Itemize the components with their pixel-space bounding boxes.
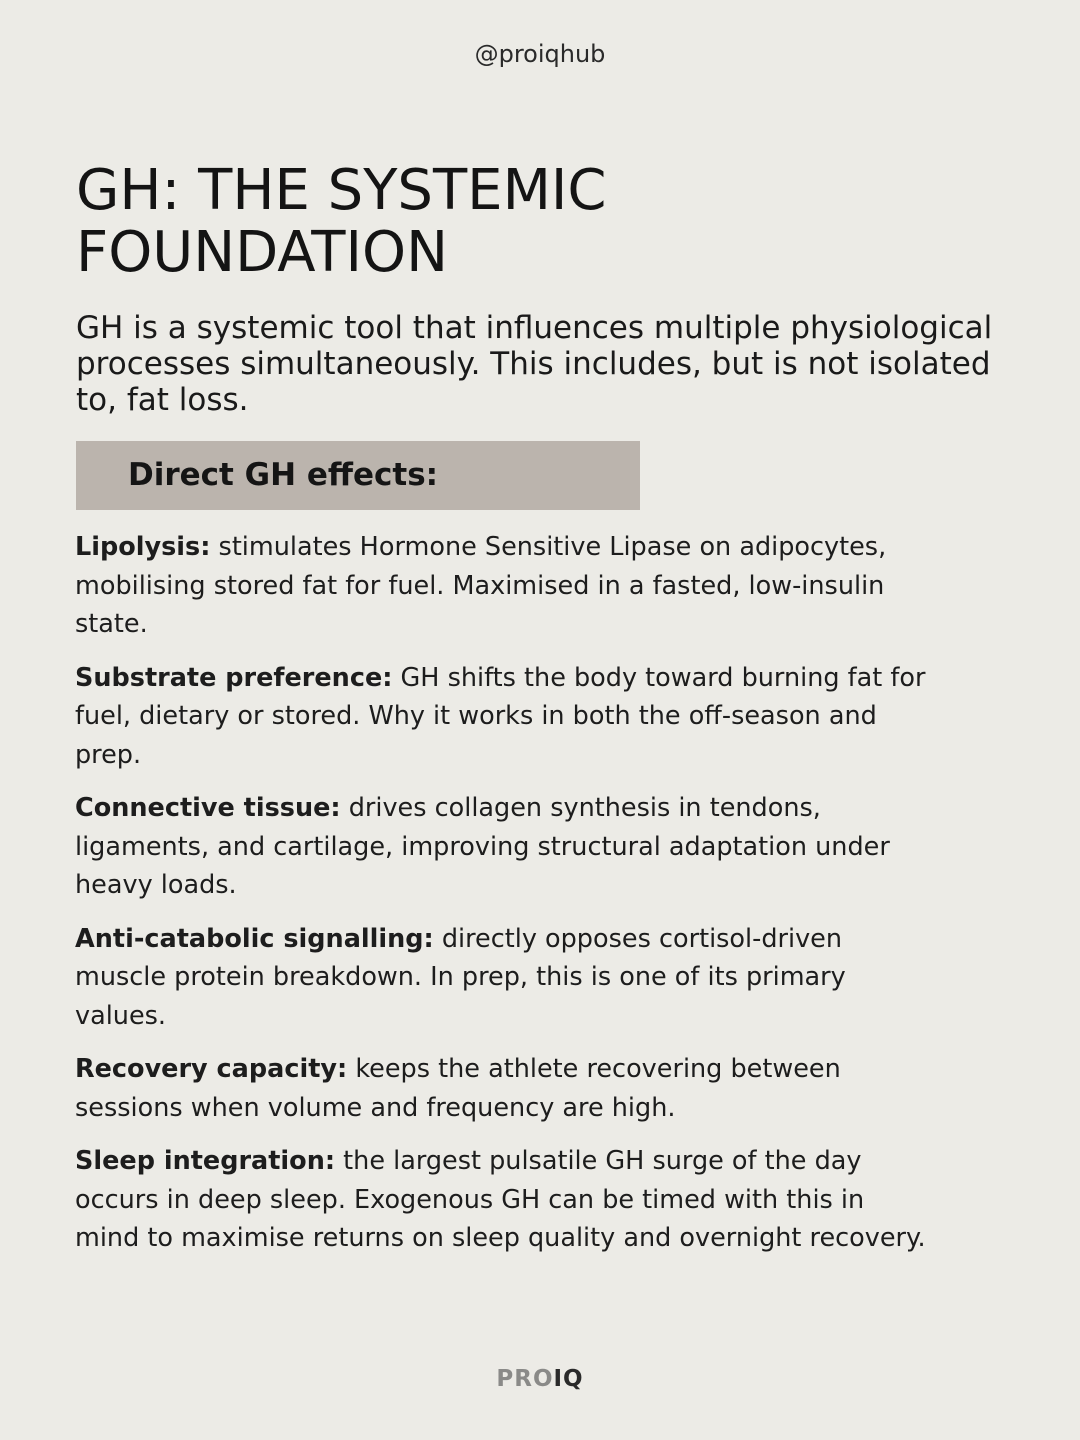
effect-description: stimulates Hormone Sensitive Lipase on adipocytes, mobilising stored fat for fuel. Maximised in a fasted, low-insulin state. xyxy=(75,532,887,639)
account-handle: @proiqhub xyxy=(474,40,606,68)
effect-term: Recovery capacity: xyxy=(75,1054,348,1084)
effect-term: Substrate preference: xyxy=(75,662,393,693)
effect-lipolysis xyxy=(75,528,935,644)
effect-description: directly opposes cortisol-driven muscle protein breakdown. In prep, this is one of its primary values. xyxy=(75,923,846,1031)
effect-term: Sleep integration: xyxy=(75,1146,336,1176)
effect-description: GH shifts the body toward burning fat for fuel, dietary or stored. Why it works in both the off-season and prep. xyxy=(75,662,926,770)
effect-sleep-integration xyxy=(75,1142,935,1258)
section-title: Direct GH effects: xyxy=(128,457,439,493)
effect-connective-tissue xyxy=(75,789,935,905)
section-header-box xyxy=(76,441,640,510)
effect-anti-catabolic xyxy=(75,920,935,1036)
effect-substrate-preference xyxy=(75,659,935,775)
effect-recovery-capacity xyxy=(75,1050,935,1127)
effects-list xyxy=(75,528,935,1273)
effect-description: keeps the athlete recovering between sessions when volume and frequency are high. xyxy=(75,1054,841,1123)
logo-mark: IQ xyxy=(553,1366,584,1392)
page-title: GH: THE SYSTEMIC FOUNDATION xyxy=(76,158,607,285)
brand-logo xyxy=(0,1366,1080,1392)
effect-description: drives collagen synthesis in tendons, ligaments, and cartilage, improving structural adaptation under heavy loads. xyxy=(75,793,890,900)
effect-description: the largest pulsatile GH surge of the day occurs in deep sleep. Exogenous GH can be timed with this in mind to maximise returns on sleep quality and overnight recovery. xyxy=(75,1146,926,1253)
intro-paragraph: GH is a systemic tool that influences multiple physiological processes simultaneously. This includes, but is not isolated to, fat loss. xyxy=(76,310,993,418)
effect-term: Lipolysis: xyxy=(75,532,211,562)
effect-term: Anti-catabolic signalling: xyxy=(75,923,434,954)
logo-text: PRO xyxy=(496,1366,554,1392)
effect-term: Connective tissue: xyxy=(75,793,341,823)
